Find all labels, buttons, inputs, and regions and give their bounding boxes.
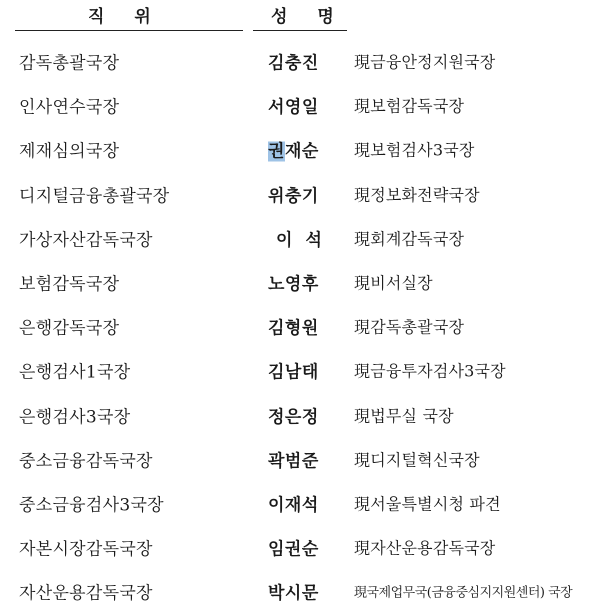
name-cell: 곽범준: [268, 451, 319, 472]
name-second-char: 석: [305, 230, 323, 251]
position-cell: 자산운용감독국장: [19, 583, 153, 604]
table-row: [0, 525, 600, 569]
name-cell: 김충진: [268, 53, 319, 74]
table-row: [0, 348, 600, 392]
current-post-cell: 現정보화전략국장: [354, 185, 480, 205]
current-post-cell: 現금융투자검사3국장: [354, 361, 506, 381]
name-first-char: 이: [276, 230, 306, 251]
personnel-list: [0, 39, 600, 613]
table-row: [0, 393, 600, 437]
table-row: [0, 304, 600, 348]
current-post-cell: 現비서실장: [354, 273, 433, 293]
position-cell: 디지털금융총괄국장: [19, 186, 170, 207]
current-post-cell: 現보험검사3국장: [354, 140, 475, 160]
table-row: [0, 481, 600, 525]
position-cell: 자본시장감독국장: [19, 539, 153, 560]
current-post-cell: 現금융안정지원국장: [354, 52, 496, 72]
position-cell: 제재심의국장: [19, 141, 120, 162]
current-post-cell: 現법무실 국장: [354, 406, 454, 426]
table-row: [0, 172, 600, 216]
table-row: [0, 569, 600, 613]
current-post-cell: 現감독총괄국장: [354, 317, 465, 337]
position-cell: 중소금융감독국장: [19, 451, 153, 472]
table-row: [0, 39, 600, 83]
name-rest: 재순: [284, 141, 319, 162]
table-row: [0, 260, 600, 304]
highlighted-name-char: 권: [268, 141, 285, 162]
table-row: [0, 216, 600, 260]
current-post-cell: 現회계감독국장: [354, 229, 465, 249]
position-cell: 은행감독국장: [19, 318, 120, 339]
position-cell: 가상자산감독국장: [19, 230, 153, 251]
name-cell: [276, 225, 322, 250]
current-post-cell: 現서울특별시청 파견: [354, 494, 501, 514]
name-cell: 임권순: [268, 539, 319, 560]
position-cell: 은행검사3국장: [19, 407, 131, 428]
name-cell: 서영일: [268, 97, 319, 118]
position-cell: 감독총괄국장: [19, 53, 120, 74]
position-header-underline: [15, 30, 243, 31]
name-cell: [268, 137, 319, 162]
name-cell: 정은정: [268, 407, 319, 428]
table-row: [0, 127, 600, 171]
table-row: [0, 83, 600, 127]
name-cell: 박시문: [268, 583, 319, 604]
position-cell: 은행검사1국장: [19, 362, 131, 383]
table-row: [0, 437, 600, 481]
position-cell: 중소금융검사3국장: [19, 495, 164, 516]
current-post-cell: 現보험감독국장: [354, 96, 465, 116]
name-header-underline: [253, 30, 347, 31]
current-post-cell: 現디지털혁신국장: [354, 450, 480, 470]
name-cell: 이재석: [268, 495, 319, 516]
position-cell: 인사연수국장: [19, 97, 120, 118]
name-column-header: 성명: [271, 7, 364, 27]
position-column-header: 직위: [88, 7, 181, 27]
name-cell: 위충기: [268, 186, 319, 207]
name-cell: 노영후: [268, 274, 319, 295]
position-cell: 보험감독국장: [19, 274, 120, 295]
table-header: [0, 0, 600, 34]
name-cell: 김형원: [268, 318, 319, 339]
current-post-cell: 現자산운용감독국장: [354, 538, 496, 558]
current-post-cell: 現국제업무국(금융중심지지원센터) 국장: [354, 585, 573, 601]
name-cell: 김남태: [268, 362, 319, 383]
